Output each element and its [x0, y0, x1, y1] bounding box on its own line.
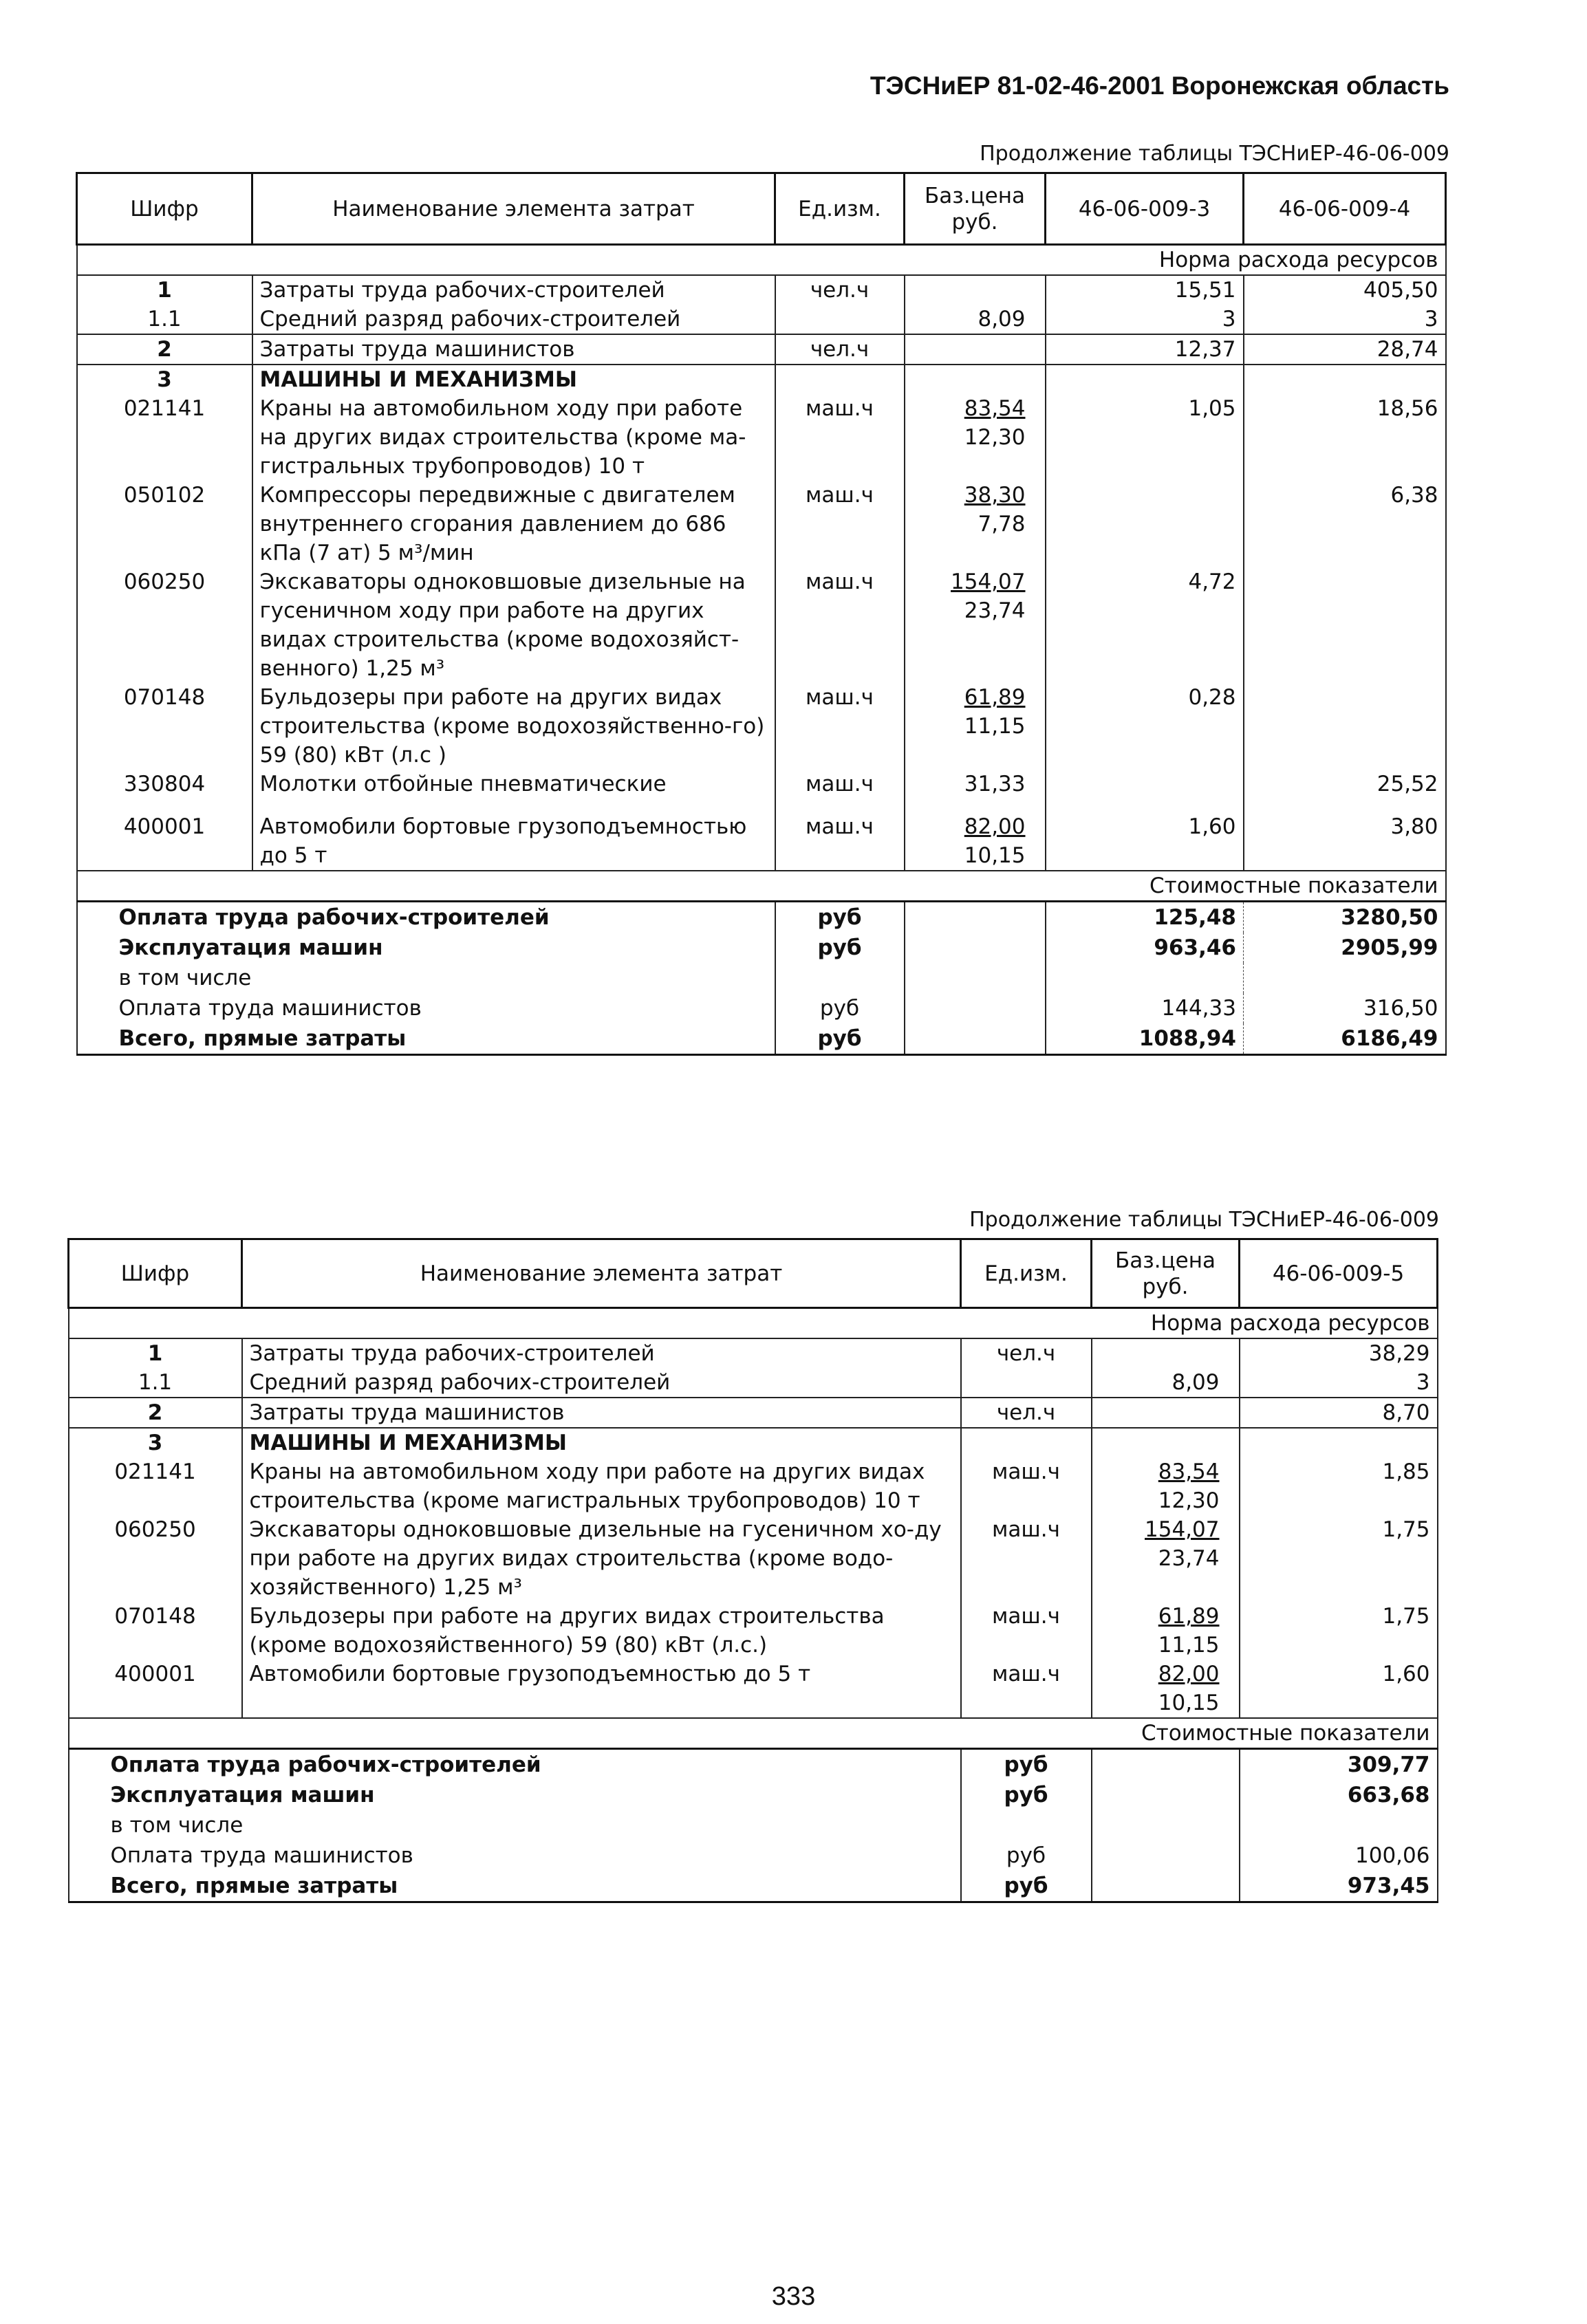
- resource-unit: [961, 1428, 1092, 1457]
- resource-code: 1.1: [77, 305, 252, 334]
- cost-label: Оплата труда машинистов: [77, 993, 775, 1023]
- cost-row: [69, 1840, 1438, 1871]
- cost-label: Всего, прямые затраты: [77, 1023, 775, 1055]
- resource-row: [77, 683, 1446, 770]
- resource-code: 400001: [69, 1660, 242, 1718]
- cost-price-empty: [1092, 1780, 1240, 1810]
- cost-price-empty: [905, 993, 1046, 1023]
- norm-section-row: [69, 1308, 1438, 1339]
- cost-value-c2: 6186,49: [1244, 1023, 1446, 1055]
- resource-price: [905, 275, 1046, 305]
- cost-section-label: Стоимостные показатели: [77, 871, 1446, 902]
- col-header-name: Наименование элемента затрат: [242, 1239, 961, 1308]
- resource-name: МАШИНЫ И МЕХАНИЗМЫ: [252, 365, 775, 394]
- cost-price-empty: [905, 902, 1046, 933]
- cost-section-row: [77, 871, 1446, 902]
- price-wage-value: 23,74: [964, 598, 1026, 623]
- cost-value-c1: 125,48: [1046, 902, 1244, 933]
- price-value: 82,00: [1158, 1662, 1220, 1686]
- cost-row: [77, 963, 1446, 993]
- cost-value-c1: 663,68: [1240, 1780, 1438, 1810]
- col-header-unit: Ед.изм.: [775, 173, 905, 245]
- resource-row: [77, 275, 1446, 305]
- resource-unit: [775, 305, 905, 334]
- norm-value-c2: 25,52: [1244, 770, 1446, 812]
- resource-name: Средний разряд рабочих-строителей: [252, 305, 775, 334]
- price-value: 82,00: [964, 814, 1026, 839]
- cost-unit: [961, 1810, 1092, 1840]
- resource-name: Экскаваторы одноковшовые дизельные на гусеничном ходу при работе на других видах строительства (кроме водохозяйст-венного) 1,25 м³: [252, 567, 775, 683]
- resource-price: [905, 305, 1046, 334]
- resource-row: [77, 365, 1446, 394]
- cost-unit: руб: [961, 1840, 1092, 1871]
- resource-row: [77, 567, 1446, 683]
- norm-section-row: [77, 245, 1446, 276]
- norm-value-c1: 1,60: [1240, 1660, 1438, 1718]
- cost-value-c1: 100,06: [1240, 1840, 1438, 1871]
- cost-value-c1: 963,46: [1046, 933, 1244, 963]
- norm-value-c1: 1,05: [1046, 394, 1244, 481]
- norm-value-c2: 18,56: [1244, 394, 1446, 481]
- norm-value-c1: 3: [1240, 1368, 1438, 1398]
- norm-section-label: Норма расхода ресурсов: [69, 1308, 1438, 1339]
- price-wage-value: 12,30: [964, 425, 1026, 450]
- col-header-code: Шифр: [77, 173, 252, 245]
- resource-name: Затраты труда рабочих-строителей: [252, 275, 775, 305]
- cost-row: [69, 1749, 1438, 1781]
- resource-unit: маш.ч: [961, 1660, 1092, 1718]
- resource-row: [69, 1660, 1438, 1718]
- cost-value-c1: [1240, 1810, 1438, 1840]
- cost-price-empty: [1092, 1749, 1240, 1781]
- col-header-price: Баз.цена руб.: [1092, 1239, 1240, 1308]
- table1-continuation-caption: Продолжение таблицы ТЭСНиЕР-46-06-009: [980, 142, 1449, 166]
- price-value: 83,54: [1158, 1459, 1220, 1484]
- cost-row: [69, 1810, 1438, 1840]
- resource-unit: маш.ч: [775, 683, 905, 770]
- resource-price: [1092, 1428, 1240, 1457]
- resource-unit: маш.ч: [961, 1602, 1092, 1660]
- cost-label: Эксплуатация машин: [77, 933, 775, 963]
- price-value: 8,09: [1172, 1370, 1220, 1395]
- norm-value-c1: 4,72: [1046, 567, 1244, 683]
- resource-code: 1.1: [69, 1368, 242, 1398]
- norm-value-c1: 3: [1046, 305, 1244, 334]
- cost-price-empty: [905, 963, 1046, 993]
- resource-code: 1: [69, 1338, 242, 1368]
- norm-value-c2: 28,74: [1244, 334, 1446, 365]
- resource-code: 021141: [77, 394, 252, 481]
- resource-row: [69, 1338, 1438, 1368]
- resource-price: [905, 481, 1046, 567]
- resource-name: Бульдозеры при работе на других видах строительства (кроме водохозяйственного) 59 (80) кВт (л.с.): [242, 1602, 961, 1660]
- norm-value-c1: [1046, 365, 1244, 394]
- norm-value-c2: [1244, 567, 1446, 683]
- cost-label: Оплата труда рабочих-строителей: [77, 902, 775, 933]
- norm-value-c2: 3,80: [1244, 812, 1446, 871]
- resource-unit: маш.ч: [775, 394, 905, 481]
- cost-value-c1: [1046, 963, 1244, 993]
- price-value: 154,07: [951, 569, 1026, 594]
- col-header-unit: Ед.изм.: [961, 1239, 1092, 1308]
- cost-section-label: Стоимостные показатели: [69, 1718, 1438, 1749]
- cost-value-c1: 144,33: [1046, 993, 1244, 1023]
- resource-row: [69, 1515, 1438, 1602]
- resource-code: 070148: [77, 683, 252, 770]
- resource-name: Средний разряд рабочих-строителей: [242, 1368, 961, 1398]
- norm-value-c1: 1,75: [1240, 1515, 1438, 1602]
- resource-code: 2: [77, 334, 252, 365]
- resource-price: [1092, 1660, 1240, 1718]
- cost-row: [69, 1871, 1438, 1902]
- resource-row: [77, 305, 1446, 334]
- norm-value-c2: [1244, 683, 1446, 770]
- cost-value-c1: 973,45: [1240, 1871, 1438, 1902]
- cost-price-empty: [905, 1023, 1046, 1055]
- col-header-name: Наименование элемента затрат: [252, 173, 775, 245]
- price-wage-value: 23,74: [1158, 1546, 1220, 1571]
- norm-section-label: Норма расхода ресурсов: [77, 245, 1446, 276]
- cost-label: Оплата труда машинистов: [69, 1840, 961, 1871]
- col-header-price: Баз.цена руб.: [905, 173, 1046, 245]
- cost-value-c2: 316,50: [1244, 993, 1446, 1023]
- resource-row: [69, 1398, 1438, 1428]
- resource-code: 400001: [77, 812, 252, 871]
- col-header-c2: 46-06-009-4: [1244, 173, 1446, 245]
- resource-row: [77, 394, 1446, 481]
- cost-row: [77, 1023, 1446, 1055]
- resource-name: МАШИНЫ И МЕХАНИЗМЫ: [242, 1428, 961, 1457]
- resource-price: [905, 812, 1046, 871]
- cost-unit: руб: [775, 933, 905, 963]
- resource-row: [69, 1428, 1438, 1457]
- norm-value-c1: 8,70: [1240, 1398, 1438, 1428]
- cost-unit: [775, 963, 905, 993]
- cost-value-c1: 309,77: [1240, 1749, 1438, 1781]
- norm-value-c1: [1046, 770, 1244, 812]
- resource-code: 021141: [69, 1457, 242, 1515]
- price-wage-value: 11,15: [964, 714, 1026, 739]
- resource-row: [69, 1368, 1438, 1398]
- resource-unit: чел.ч: [961, 1398, 1092, 1428]
- resource-price: [905, 567, 1046, 683]
- norm-value-c1: 15,51: [1046, 275, 1244, 305]
- norm-value-c1: 1,75: [1240, 1602, 1438, 1660]
- resource-price: [1092, 1602, 1240, 1660]
- resource-name: Затраты труда рабочих-строителей: [242, 1338, 961, 1368]
- resource-price: [905, 770, 1046, 812]
- resource-name: Бульдозеры при работе на других видах строительства (кроме водохозяйственно-го) 59 (80) кВт (л.с ): [252, 683, 775, 770]
- resource-name: Затраты труда машинистов: [242, 1398, 961, 1428]
- cost-unit: руб: [775, 993, 905, 1023]
- cost-label: в том числе: [69, 1810, 961, 1840]
- resource-price: [1092, 1398, 1240, 1428]
- resource-code: 3: [77, 365, 252, 394]
- cost-unit: руб: [961, 1780, 1092, 1810]
- resource-unit: чел.ч: [775, 275, 905, 305]
- cost-unit: руб: [961, 1749, 1092, 1781]
- resource-code: 050102: [77, 481, 252, 567]
- resource-name: Затраты труда машинистов: [252, 334, 775, 365]
- cost-value-c2: 2905,99: [1244, 933, 1446, 963]
- price-value: 83,54: [964, 396, 1026, 421]
- cost-unit: руб: [961, 1871, 1092, 1902]
- resource-price: [1092, 1457, 1240, 1515]
- col-header-code: Шифр: [69, 1239, 242, 1308]
- resource-price: [1092, 1338, 1240, 1368]
- resource-row: [77, 812, 1446, 871]
- resource-row: [77, 334, 1446, 365]
- price-wage-value: 12,30: [1158, 1488, 1220, 1513]
- norm-value-c1: 0,28: [1046, 683, 1244, 770]
- norm-value-c1: [1240, 1428, 1438, 1457]
- cost-price-empty: [1092, 1810, 1240, 1840]
- price-wage-value: 10,15: [1158, 1691, 1220, 1715]
- resource-unit: маш.ч: [775, 567, 905, 683]
- resource-name: Молотки отбойные пневматические: [252, 770, 775, 812]
- cost-value-c2: [1244, 963, 1446, 993]
- document-header: ТЭСНиЕР 81-02-46-2001 Воронежская область: [870, 72, 1449, 100]
- resource-name: Экскаваторы одноковшовые дизельные на гусеничном хо-ду при работе на других видах строительства (кроме водо-хозяйственного) 1,25 м³: [242, 1515, 961, 1602]
- resource-name: Автомобили бортовые грузоподъемностью до 5 т: [242, 1660, 961, 1718]
- resource-code: 060250: [69, 1515, 242, 1602]
- cost-unit: руб: [775, 1023, 905, 1055]
- col-header-c1: 46-06-009-5: [1240, 1239, 1438, 1308]
- cost-row: [69, 1780, 1438, 1810]
- price-value: 61,89: [964, 685, 1026, 710]
- resource-row: [69, 1457, 1438, 1515]
- resource-price: [905, 365, 1046, 394]
- norm-value-c2: 6,38: [1244, 481, 1446, 567]
- norm-value-c1: 1,85: [1240, 1457, 1438, 1515]
- cost-value-c2: 3280,50: [1244, 902, 1446, 933]
- norm-value-c2: 405,50: [1244, 275, 1446, 305]
- price-value: 8,09: [978, 307, 1026, 332]
- norm-table-1: [76, 172, 1447, 1056]
- resource-price: [905, 334, 1046, 365]
- price-value: 154,07: [1145, 1517, 1220, 1542]
- cost-label: Всего, прямые затраты: [69, 1871, 961, 1902]
- cost-row: [77, 933, 1446, 963]
- table2-continuation-caption: Продолжение таблицы ТЭСНиЕР-46-06-009: [969, 1208, 1439, 1232]
- resource-code: 2: [69, 1398, 242, 1428]
- cost-label: Оплата труда рабочих-строителей: [69, 1749, 961, 1781]
- resource-unit: [961, 1368, 1092, 1398]
- resource-unit: чел.ч: [775, 334, 905, 365]
- resource-row: [77, 770, 1446, 812]
- cost-label: Эксплуатация машин: [69, 1780, 961, 1810]
- cost-unit: руб: [775, 902, 905, 933]
- price-value: 31,33: [964, 772, 1026, 796]
- resource-code: 1: [77, 275, 252, 305]
- resource-unit: маш.ч: [961, 1515, 1092, 1602]
- cost-label: в том числе: [77, 963, 775, 993]
- norm-value-c2: [1244, 365, 1446, 394]
- price-wage-value: 7,78: [978, 512, 1026, 536]
- cost-section-row: [69, 1718, 1438, 1749]
- norm-value-c2: 3: [1244, 305, 1446, 334]
- resource-unit: маш.ч: [775, 812, 905, 871]
- page-number: 333: [771, 2282, 816, 2311]
- resource-price: [905, 394, 1046, 481]
- resource-price: [1092, 1368, 1240, 1398]
- cost-row: [77, 902, 1446, 933]
- resource-code: 060250: [77, 567, 252, 683]
- norm-value-c1: 38,29: [1240, 1338, 1438, 1368]
- resource-unit: маш.ч: [775, 770, 905, 812]
- norm-value-c1: [1046, 481, 1244, 567]
- price-value: 61,89: [1158, 1604, 1220, 1629]
- price-wage-value: 10,15: [964, 843, 1026, 868]
- cost-value-c1: 1088,94: [1046, 1023, 1244, 1055]
- resource-price: [905, 683, 1046, 770]
- resource-code: 070148: [69, 1602, 242, 1660]
- resource-code: 3: [69, 1428, 242, 1457]
- resource-name: Компрессоры передвижные с двигателем внутреннего сгорания давлением до 686 кПа (7 ат) 5 м³/мин: [252, 481, 775, 567]
- cost-price-empty: [905, 933, 1046, 963]
- resource-unit: маш.ч: [775, 481, 905, 567]
- cost-price-empty: [1092, 1840, 1240, 1871]
- cost-price-empty: [1092, 1871, 1240, 1902]
- norm-value-c1: 1,60: [1046, 812, 1244, 871]
- resource-name: Автомобили бортовые грузоподъемностью до 5 т: [252, 812, 775, 871]
- resource-unit: чел.ч: [961, 1338, 1092, 1368]
- price-wage-value: 11,15: [1158, 1633, 1220, 1658]
- norm-table-2: [67, 1238, 1438, 1903]
- norm-value-c1: 12,37: [1046, 334, 1244, 365]
- resource-name: Краны на автомобильном ходу при работе на других видах строительства (кроме магистральных трубопроводов) 10 т: [242, 1457, 961, 1515]
- resource-row: [69, 1602, 1438, 1660]
- col-header-c1: 46-06-009-3: [1046, 173, 1244, 245]
- resource-row: [77, 481, 1446, 567]
- resource-unit: [775, 365, 905, 394]
- resource-name: Краны на автомобильном ходу при работе на других видах строительства (кроме ма-гистральных трубопроводов) 10 т: [252, 394, 775, 481]
- resource-unit: маш.ч: [961, 1457, 1092, 1515]
- resource-code: 330804: [77, 770, 252, 812]
- price-value: 38,30: [964, 483, 1026, 508]
- cost-row: [77, 993, 1446, 1023]
- resource-price: [1092, 1515, 1240, 1602]
